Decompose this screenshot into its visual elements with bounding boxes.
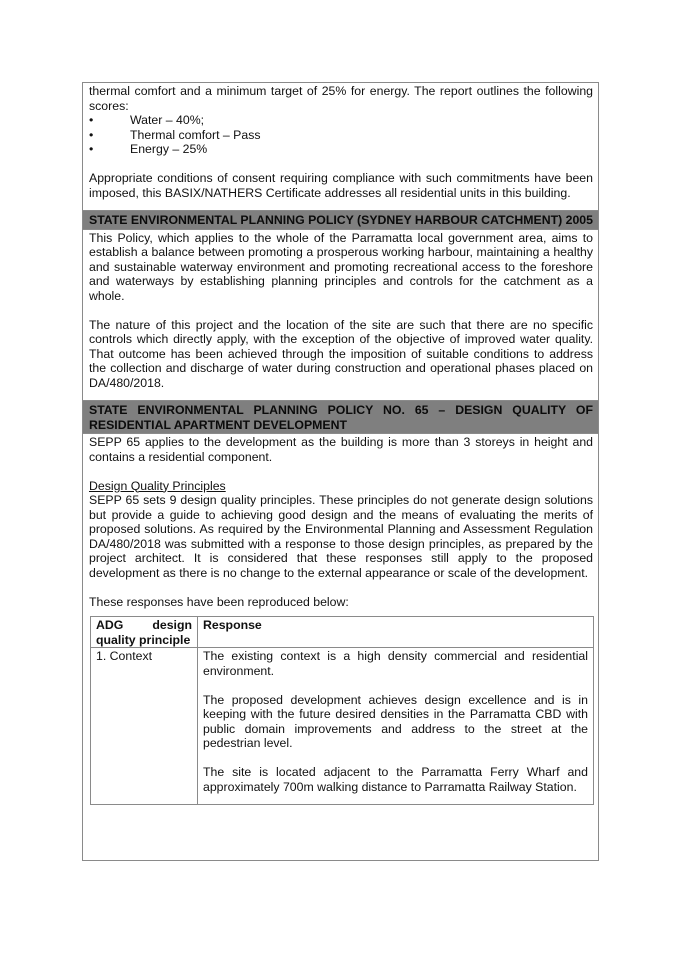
response-paragraph: The site is located adjacent to the Parramatta Ferry Wharf and approximately 700m walking distance to Parramatta Railway Station.	[203, 765, 588, 794]
spacer	[89, 580, 593, 595]
score-item-energy	[89, 142, 593, 157]
basix-section-body	[83, 83, 598, 210]
sepp65-section-body	[83, 434, 598, 805]
design-principles-paragraph: SEPP 65 sets 9 design quality principles. These principles do not generate design solutions but provide a guide to achieving good design and the means of evaluating the merits of proposed solutions. As required by the Environmental Planning and Assessment Regulation DA/480/2018 was submitted with a response to those design principles, as prepared by the project architect. It is considered that these responses still apply to the proposed development as there is no change to the external appearance or scale of the development.	[89, 493, 593, 580]
bullet-icon: •	[89, 142, 94, 156]
score-text: Water – 40%;	[130, 113, 205, 127]
response-paragraph: The proposed development achieves design excellence and is in keeping with the future desired densities in the Parramatta CBD with public domain improvements and address to the street at the pedestrian level.	[203, 692, 588, 750]
design-quality-principles-subheading: Design Quality Principles	[89, 478, 226, 493]
response-cell	[198, 648, 594, 805]
table-row	[91, 648, 594, 805]
responses-intro-paragraph: These responses have been reproduced below:	[89, 594, 349, 609]
column-header-response: Response	[198, 617, 594, 648]
spacer	[89, 157, 593, 172]
score-item-thermal	[89, 128, 593, 143]
scores-list	[89, 113, 593, 157]
sepp65-applicability-paragraph: SEPP 65 applies to the development as the building is more than 3 storeys in height and contains a residential component.	[89, 435, 593, 464]
score-item-water	[89, 113, 593, 128]
spacer	[203, 678, 588, 693]
spacer	[89, 464, 593, 479]
score-text: Energy – 25%	[130, 142, 208, 156]
policy-paragraph: This Policy, which applies to the whole of the Parramatta local government area, aims to establish a balance between promoting a prosperous working harbour, maintaining a healthy and sustainable waterway environment and promoting recreational access to the foreshore and waterways by establishing planning principles and controls for the catchment as a whole.	[89, 230, 593, 303]
spacer	[89, 390, 593, 400]
consent-conditions-paragraph: Appropriate conditions of consent requiring compliance with such commitments have been imposed, this BASIX/NATHERS Certificate addresses all residential units in this building.	[89, 171, 593, 200]
spacer	[89, 303, 593, 318]
spacer	[89, 200, 593, 210]
response-paragraph: The existing context is a high density commercial and residential environment.	[203, 649, 588, 678]
basix-paragraph: thermal comfort and a minimum target of 25% for energy. The report outlines the following scores:	[89, 84, 593, 113]
spacer	[203, 794, 588, 804]
section-heading-sydney-harbour: STATE ENVIRONMENTAL PLANNING POLICY (SYDNEY HARBOUR CATCHMENT) 2005	[83, 210, 598, 230]
table-header-row	[91, 617, 594, 648]
adg-principles-table	[90, 616, 594, 805]
section-heading-sepp65: STATE ENVIRONMENTAL PLANNING POLICY NO. 65 – DESIGN QUALITY OF RESIDENTIAL APARTMENT DEVELOPMENT	[83, 400, 598, 434]
sydney-harbour-section-body	[83, 230, 598, 401]
bullet-icon: •	[89, 113, 94, 127]
score-text: Thermal comfort – Pass	[130, 127, 261, 142]
spacer	[203, 751, 588, 766]
bullet-icon: •	[89, 127, 94, 142]
document-frame	[82, 82, 599, 861]
column-header-principle: ADG design quality principle	[91, 617, 198, 648]
water-quality-paragraph: The nature of this project and the location of the site are such that there are no specific controls which directly apply, with the exception of the objective of improved water quality. That outcome has been achieved through the imposition of suitable conditions to address the collection and discharge of water during construction and operational phases placed on DA/480/2018.	[89, 317, 593, 390]
principle-cell: 1. Context	[91, 648, 198, 805]
